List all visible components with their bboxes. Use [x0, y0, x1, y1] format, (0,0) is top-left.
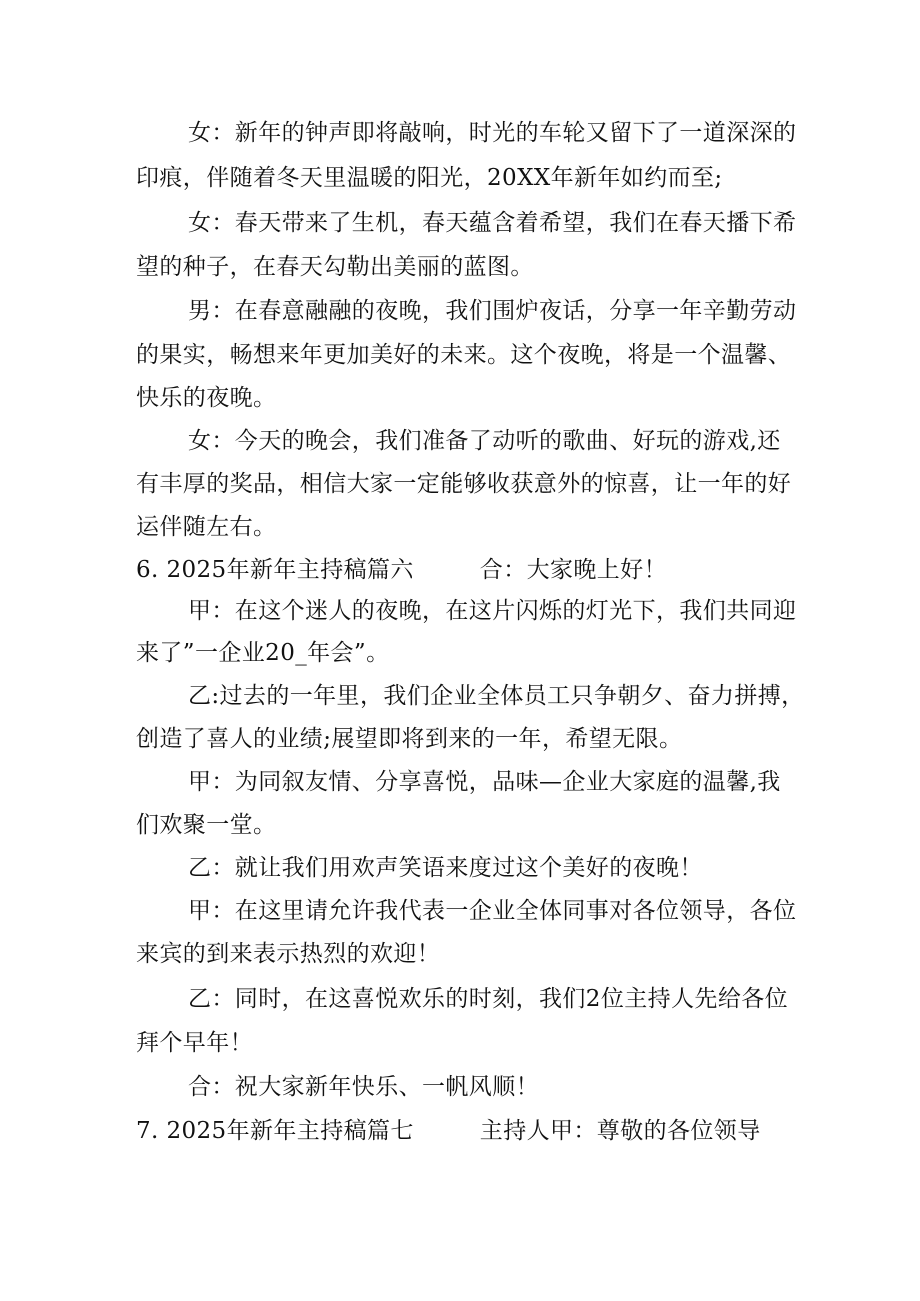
section-heading-7: [0, 1116, 920, 1146]
paragraph-line: 来宾的到来表示热烈的欢迎！: [136, 941, 441, 967]
paragraph-line: 快乐的夜晚。: [136, 385, 277, 411]
paragraph-line: 女：春天带来了生机，春天蕴含着希望，我们在春天播下希: [188, 210, 797, 236]
section-heading-title: 6. 2025年新年主持稿篇六: [136, 557, 414, 583]
section-heading-tail: 主持人甲：尊敬的各位领导: [479, 1118, 761, 1144]
paragraph-line: 合：祝大家新年快乐、一帆风顺！: [188, 1074, 539, 1100]
section-heading-tail: 合：大家晚上好！: [479, 557, 667, 583]
paragraph-line: 们欢聚一堂。: [136, 812, 277, 838]
section-heading-6: [0, 555, 920, 585]
paragraph-line: 有丰厚的奖品，相信大家一定能够收获意外的惊喜，让一年的好: [136, 471, 792, 497]
paragraph-line: 乙：就让我们用欢声笑语来度过这个美好的夜晚！: [188, 855, 703, 881]
paragraph-line: 甲：在这个迷人的夜晚，在这片闪烁的灯光下，我们共同迎: [188, 598, 797, 624]
paragraph-line: 创造了喜人的业绩;展望即将到来的一年，希望无限。: [136, 726, 683, 752]
paragraph-line: 运伴随左右。: [136, 514, 277, 540]
paragraph-line: 印痕，伴随着冬天里温暖的阳光，20XX年新年如约而至;: [136, 165, 723, 191]
paragraph-line: 男：在春意融融的夜晚，我们围炉夜话，分享一年辛勤劳动: [188, 298, 797, 324]
paragraph-line: 女：新年的钟声即将敲响，时光的车轮又留下了一道深深的: [188, 120, 797, 146]
paragraph-line: 乙：同时，在这喜悦欢乐的时刻，我们2位主持人先给各位: [188, 986, 789, 1012]
paragraph-line: 甲：在这里请允许我代表一企业全体同事对各位领导，各位: [188, 898, 797, 924]
paragraph-line: 望的种子，在春天勾勒出美丽的蓝图。: [136, 254, 534, 280]
section-heading-title: 7. 2025年新年主持稿篇七: [136, 1118, 414, 1144]
paragraph-line: 拜个早年！: [136, 1030, 253, 1056]
paragraph-line: 乙:过去的一年里，我们企业全体员工只争朝夕、奋力拼搏，: [188, 683, 805, 709]
paragraph-line: 女：今天的晚会，我们准备了动听的歌曲、好玩的游戏,还: [188, 428, 781, 454]
paragraph-line: 来了”一企业20_年会”。: [136, 640, 390, 666]
paragraph-line: 的果实，畅想来年更加美好的未来。这个夜晚，将是一个温馨、: [136, 342, 792, 368]
paragraph-line: 甲：为同叙友情、分享喜悦，品味—企业大家庭的温馨,我: [188, 769, 781, 795]
